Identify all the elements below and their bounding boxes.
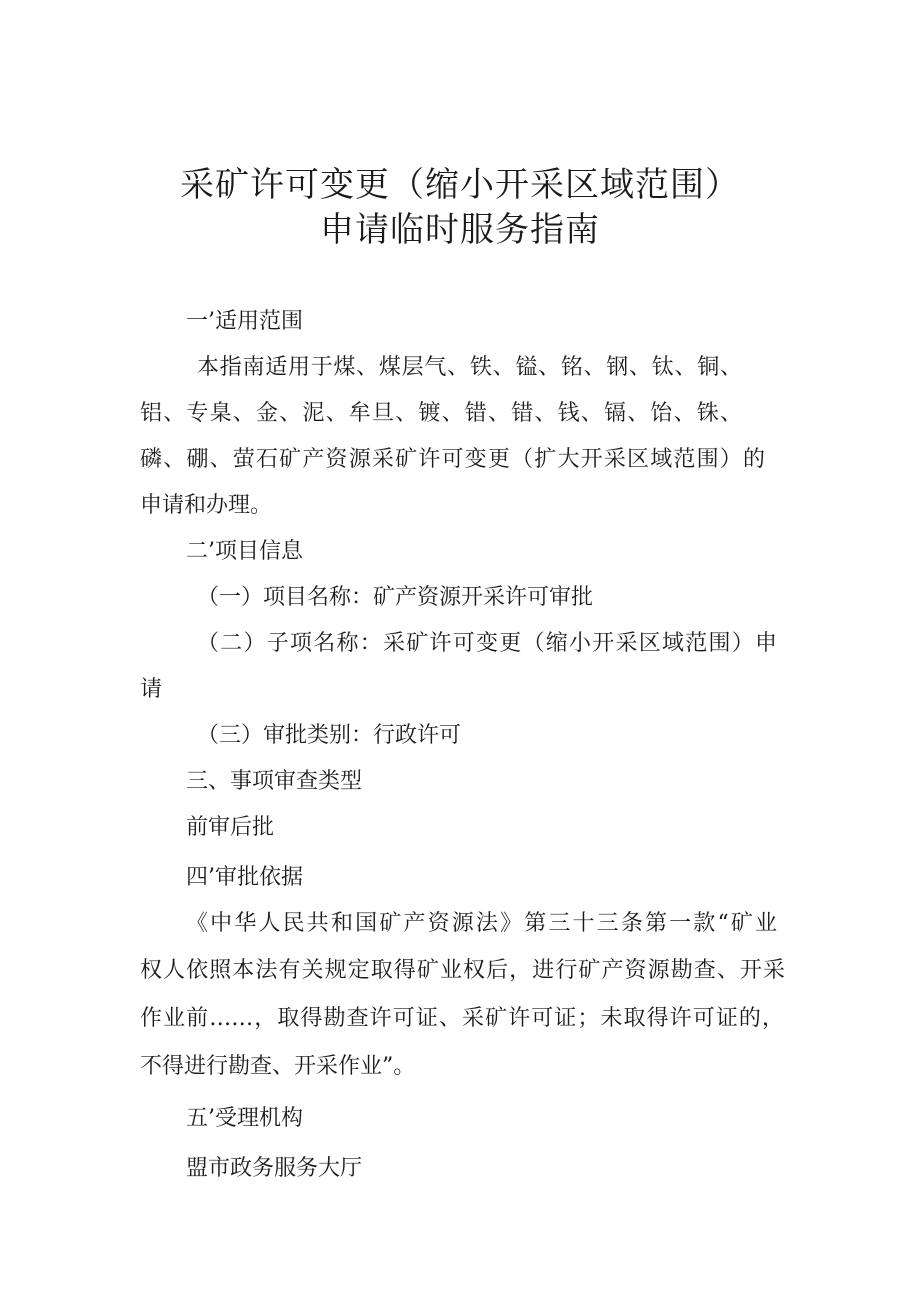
section-4-body-line-2: 权人依照本法有关规定取得矿业权后，进行矿产资源勘查、开采 xyxy=(140,958,785,983)
section-2-item-1: （一）项目名称：矿产资源开采许可审批 xyxy=(197,585,594,610)
section-1-heading: 一’适用范围 xyxy=(186,309,303,334)
section-1-body-line-4: 申请和办理。 xyxy=(140,493,273,518)
section-3-body: 前审后批 xyxy=(186,815,275,840)
document-title-line-1: 采矿许可变更（缩小开采区域范围） xyxy=(180,165,740,205)
section-4-body-line-3: 作业前……，取得勘查许可证、采矿许可证；未取得许可证的， xyxy=(140,1006,784,1031)
section-5-body: 盟市政务服务大厅 xyxy=(186,1156,363,1181)
section-2-item-2-line-1: （二）子项名称：采矿许可变更（缩小开采区域范围）申 xyxy=(197,631,777,656)
section-4-heading: 四’审批依据 xyxy=(186,865,303,890)
section-2-item-3: （三）审批类别：行政许可 xyxy=(197,723,462,748)
section-1-body-line-2: 铝、专臬、金、泥、牟旦、镀、错、错、钱、镉、饴、铢、 xyxy=(140,401,742,426)
section-2-item-2-line-2: 请 xyxy=(140,677,163,702)
section-4-body-line-1: 《中华人民共和国矿产资源法》第三十三条第一款“矿业 xyxy=(186,911,777,936)
section-5-heading: 五’受理机构 xyxy=(186,1106,303,1131)
section-1-body-line-3: 磷、硼、萤石矿产资源采矿许可变更（扩大开采区域范围）的 xyxy=(140,447,765,472)
section-2-heading: 二’项目信息 xyxy=(186,539,303,564)
section-1-body-line-1: 本指南适用于煤、煤层气、铁、镒、铭、钢、钛、铜、 xyxy=(197,355,742,380)
section-3-heading: 三、事项审查类型 xyxy=(186,769,363,794)
document-title-line-2: 申请临时服务指南 xyxy=(320,210,600,250)
section-4-body-line-4: 不得进行勘查、开采作业”。 xyxy=(140,1054,416,1079)
